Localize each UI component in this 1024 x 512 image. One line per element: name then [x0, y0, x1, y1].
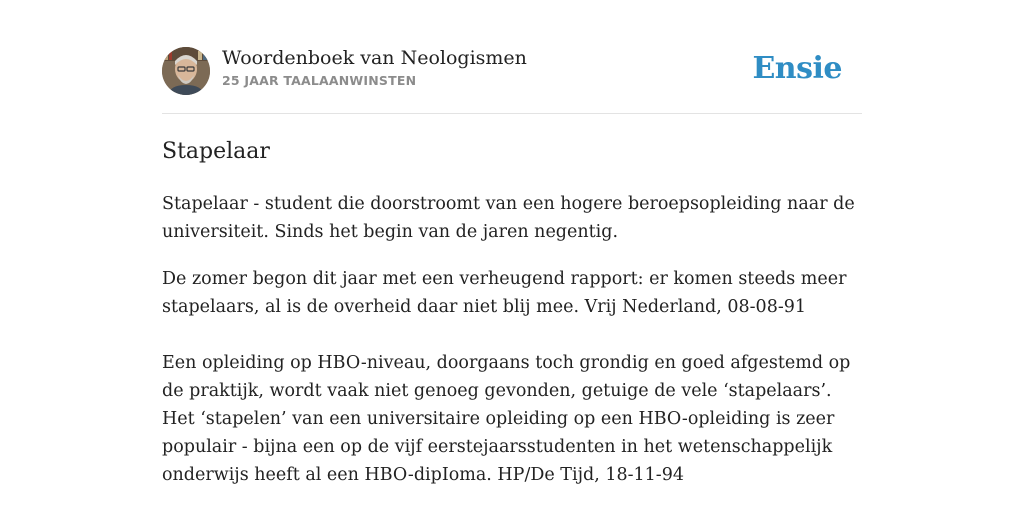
- quote-paragraph: Een opleiding op HBO-niveau, doorgaans toch grondig en goed afgestemd op de praktijk, wordt vaak niet genoeg gevonden, getuige de vele ‘stapelaars’. Het ‘stapelen’ van een universitaire opleiding op een HBO-opleiding is zeer populair - bijna een op de vijf eerstejaarsstudenten in het wetenschappelijk onderwijs heeft al een HBO-dipIoma. HP/De Tijd, 18-11-94: [162, 353, 851, 485]
- author-name[interactable]: Woordenboek van Neologismen: [222, 47, 527, 69]
- entry-body: [162, 190, 862, 508]
- definition-paragraph: Stapelaar - student die doorstroomt van een hogere beroepsopleiding naar de universiteit. Sinds het begin van de jaren negentig.: [162, 194, 855, 242]
- brand-logo[interactable]: Ensie: [752, 51, 842, 86]
- page-title: Stapelaar: [162, 139, 270, 164]
- avatar[interactable]: [162, 47, 210, 95]
- author-block: [222, 46, 527, 88]
- header: [162, 0, 862, 114]
- page-container: [162, 0, 862, 485]
- author-portrait-icon: [162, 47, 210, 95]
- author-subtitle: 25 JAAR TAALAANWINSTEN: [222, 73, 417, 88]
- quote-paragraph: De zomer begon dit jaar met een verheugend rapport: er komen steeds meer stapelaars, al is de overheid daar niet blij mee. Vrij Nederland, 08-08-91: [162, 269, 847, 317]
